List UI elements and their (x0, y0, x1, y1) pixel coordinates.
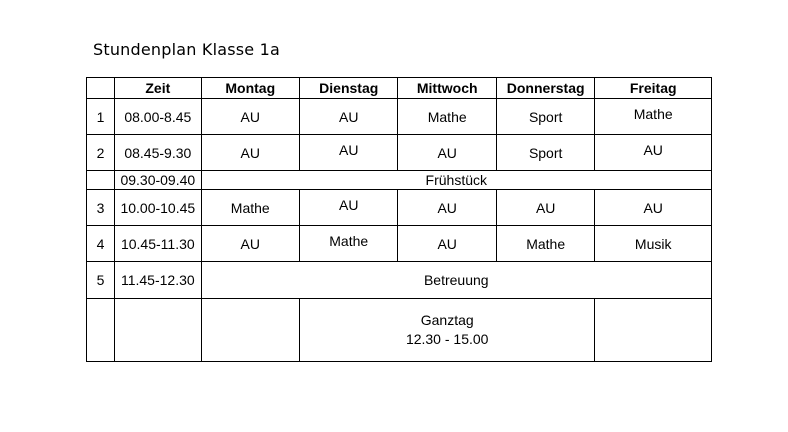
empty-cell (595, 299, 712, 362)
betreuung-cell: Betreuung (201, 262, 711, 299)
lesson-cell (595, 135, 712, 171)
period-number: 1 (87, 99, 115, 135)
ganztag-cell (300, 299, 595, 362)
header-day-freitag: Freitag (595, 78, 712, 99)
period-number: 2 (87, 135, 115, 171)
lesson-cell (300, 226, 398, 262)
table-row (87, 135, 712, 171)
table-row (87, 99, 712, 135)
page-title: Stundenplan Klasse 1a (93, 40, 281, 59)
period-time: 08.45-9.30 (115, 135, 201, 171)
period-time: 11.45-12.30 (115, 262, 201, 299)
period-number: 5 (87, 262, 115, 299)
period-time: 10.45-11.30 (115, 226, 201, 262)
lesson-cell: Mathe (398, 99, 496, 135)
period-time: 08.00-8.45 (115, 99, 201, 135)
lesson-cell: AU (201, 99, 299, 135)
lesson-cell: AU (398, 190, 496, 226)
table-row (87, 262, 712, 299)
lesson-text: AU (339, 141, 359, 158)
header-row (87, 78, 712, 99)
empty-cell (201, 299, 299, 362)
header-day-dienstag: Dienstag (300, 78, 398, 99)
lesson-cell: AU (595, 190, 712, 226)
timetable (86, 77, 712, 362)
table-row (87, 190, 712, 226)
period-number (87, 171, 115, 190)
header-day-donnerstag: Donnerstag (496, 78, 594, 99)
table-row (87, 171, 712, 190)
lesson-text: Mathe (633, 105, 673, 122)
lesson-cell: AU (398, 226, 496, 262)
lesson-text: Mathe (329, 232, 369, 249)
lesson-cell: AU (300, 99, 398, 135)
empty-cell (87, 299, 115, 362)
ganztag-time: 12.30 - 15.00 (405, 331, 489, 347)
period-number: 3 (87, 190, 115, 226)
lesson-text: AU (339, 196, 359, 213)
header-day-montag: Montag (201, 78, 299, 99)
ganztag-label: Ganztag (420, 312, 474, 328)
header-zeit: Zeit (115, 78, 201, 99)
table-row (87, 299, 712, 362)
lesson-cell: AU (201, 226, 299, 262)
table-row (87, 226, 712, 262)
lesson-cell (300, 190, 398, 226)
period-time: 10.00-10.45 (115, 190, 201, 226)
header-day-mittwoch: Mittwoch (398, 78, 496, 99)
lesson-cell (300, 135, 398, 171)
lesson-cell: AU (201, 135, 299, 171)
lesson-cell (595, 99, 712, 135)
period-number: 4 (87, 226, 115, 262)
period-time: 09.30-09.40 (115, 171, 201, 190)
lesson-cell: Musik (595, 226, 712, 262)
lesson-cell: AU (398, 135, 496, 171)
lesson-cell: Mathe (496, 226, 594, 262)
break-cell: Frühstück (201, 171, 711, 190)
lesson-cell: Sport (496, 135, 594, 171)
lesson-cell: Sport (496, 99, 594, 135)
lesson-cell: AU (496, 190, 594, 226)
empty-cell (115, 299, 201, 362)
header-num-cell (87, 78, 115, 99)
lesson-text: AU (643, 141, 663, 158)
lesson-cell: Mathe (201, 190, 299, 226)
